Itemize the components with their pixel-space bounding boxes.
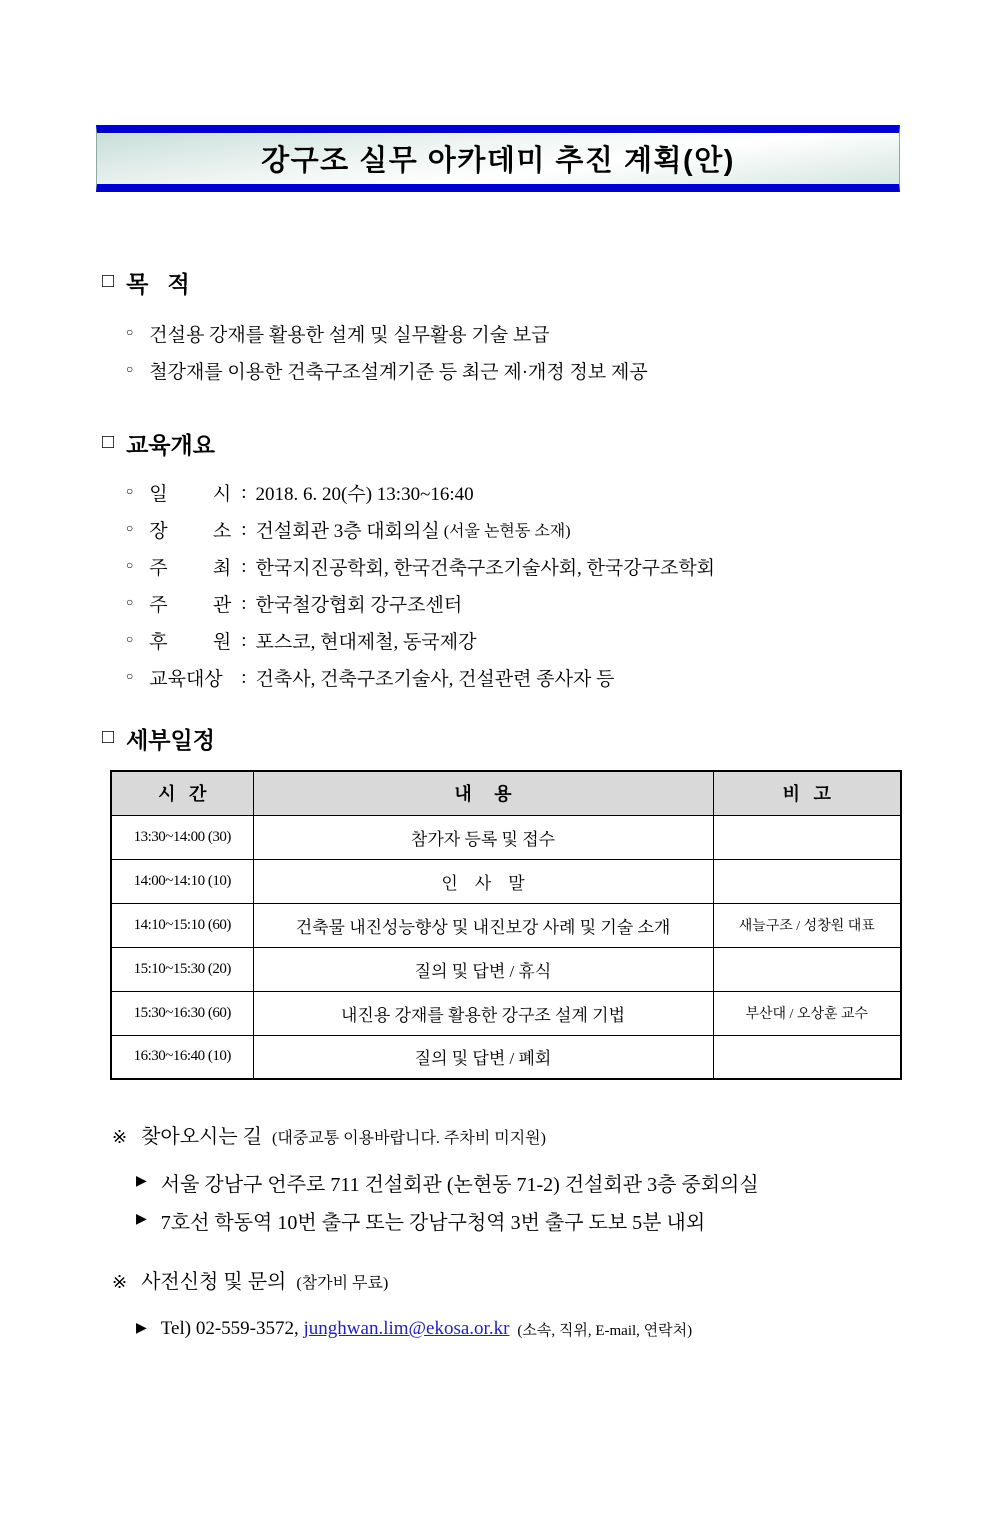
table-row — [111, 815, 901, 859]
directions-heading — [112, 1120, 992, 1149]
directions-item — [136, 1163, 992, 1201]
inquiry-heading-note: (참가비 무료) — [296, 1275, 389, 1292]
schedule-header-note: 비 고 — [713, 771, 901, 815]
schedule-note: 새늘구조 / 성창원 대표 — [713, 903, 901, 947]
circle-bullet-icon: ○ — [126, 325, 134, 339]
overview-row-host — [126, 548, 992, 585]
circle-bullet-icon: ○ — [126, 595, 134, 609]
schedule-content: 질의 및 답변 / 휴식 — [253, 947, 713, 991]
document-page — [0, 125, 992, 1528]
email-link[interactable]: junghwan.lim@ekosa.or.kr — [303, 1318, 510, 1339]
schedule-note — [713, 947, 901, 991]
circle-bullet-icon: ○ — [126, 484, 134, 498]
overview-heading — [102, 427, 992, 460]
square-bullet-icon: □ — [102, 431, 115, 453]
table-row — [111, 859, 901, 903]
directions-heading-note: (대중교통 이용바랍니다. 주차비 미지원) — [272, 1130, 546, 1147]
overview-row-audience — [126, 659, 992, 696]
colon-separator: : — [241, 592, 247, 614]
table-row — [111, 903, 901, 947]
purpose-item — [126, 352, 992, 389]
arrow-bullet-icon: ▶ — [136, 1320, 147, 1336]
overview-row-label: 교육대상 — [149, 669, 223, 690]
circle-bullet-icon: ○ — [126, 521, 134, 535]
purpose-item-text: 건설용 강재를 활용한 설계 및 실무활용 기술 보급 — [149, 325, 550, 346]
inquiry-suffix-note: (소속, 직위, E-mail, 연락처) — [517, 1322, 693, 1339]
schedule-note — [713, 859, 901, 903]
overview-row-label: 장 소 — [149, 521, 232, 542]
schedule-heading — [102, 722, 992, 755]
table-row — [111, 991, 901, 1035]
arrow-bullet-icon: ▶ — [136, 1211, 147, 1227]
directions-item-text: 7호선 학동역 10번 출구 또는 강남구청역 3번 출구 도보 5분 내외 — [160, 1211, 706, 1234]
schedule-content: 건축물 내진성능향상 및 내진보강 사례 및 기술 소개 — [253, 903, 713, 947]
purpose-heading — [102, 266, 992, 299]
document-title: 강구조 실무 아카데미 추진 계획(안) — [261, 145, 735, 177]
overview-row-value: 포스코, 현대제철, 동국제강 — [255, 632, 477, 653]
square-bullet-icon: □ — [102, 270, 115, 292]
reference-mark-icon: ※ — [112, 1272, 128, 1292]
purpose-heading-label: 목 적 — [126, 271, 190, 297]
inquiry-heading-label: 사전신청 및 문의 — [141, 1271, 287, 1293]
circle-bullet-icon: ○ — [126, 669, 134, 683]
schedule-note: 부산대 / 오상훈 교수 — [713, 991, 901, 1035]
colon-separator: : — [241, 666, 247, 688]
inquiry-contact-line — [136, 1310, 992, 1348]
schedule-header-time: 시 간 — [111, 771, 253, 815]
table-row — [111, 947, 901, 991]
overview-row-label: 주 최 — [149, 558, 232, 579]
square-bullet-icon: □ — [102, 726, 115, 748]
colon-separator: : — [241, 629, 247, 651]
schedule-time: 15:10~15:30 (20) — [111, 947, 253, 991]
overview-row-date — [126, 474, 992, 511]
colon-separator: : — [241, 555, 247, 577]
schedule-time: 14:00~14:10 (10) — [111, 859, 253, 903]
schedule-note — [713, 1035, 901, 1079]
purpose-item — [126, 315, 992, 352]
overview-row-place — [126, 511, 992, 548]
overview-heading-label: 교육개요 — [126, 432, 215, 458]
directions-item-text: 서울 강남구 언주로 711 건설회관 (논현동 71-2) 건설회관 3층 중회의실 — [160, 1173, 759, 1196]
overview-row-value: 한국지진공학회, 한국건축구조기술사회, 한국강구조학회 — [255, 558, 716, 579]
schedule-note — [713, 815, 901, 859]
schedule-time: 15:30~16:30 (60) — [111, 991, 253, 1035]
directions-item — [136, 1201, 992, 1239]
inquiry-heading — [112, 1265, 992, 1294]
overview-row-value: 2018. 6. 20(수) 13:30~16:40 — [255, 484, 474, 505]
overview-row-label: 일 시 — [149, 484, 232, 505]
colon-separator: : — [241, 481, 247, 503]
schedule-content: 참가자 등록 및 접수 — [253, 815, 713, 859]
overview-row-value: 건설회관 3층 대회의실 — [255, 521, 440, 542]
table-row — [111, 1035, 901, 1079]
schedule-time: 13:30~14:00 (30) — [111, 815, 253, 859]
schedule-heading-label: 세부일정 — [126, 727, 215, 753]
telephone-number: Tel) 02-559-3572, — [160, 1318, 304, 1339]
colon-separator: : — [241, 518, 247, 540]
schedule-content: 질의 및 답변 / 폐회 — [253, 1035, 713, 1079]
overview-row-value: 한국철강협회 강구조센터 — [255, 595, 463, 616]
schedule-header-row — [111, 771, 901, 815]
schedule-table — [110, 770, 902, 1080]
schedule-content: 인 사 말 — [253, 859, 713, 903]
arrow-bullet-icon: ▶ — [136, 1173, 147, 1189]
overview-row-label: 후 원 — [149, 632, 232, 653]
overview-row-sponsor — [126, 622, 992, 659]
schedule-time: 14:10~15:10 (60) — [111, 903, 253, 947]
circle-bullet-icon: ○ — [126, 632, 134, 646]
overview-row-value-small: (서울 논현동 소재) — [439, 523, 571, 540]
schedule-header-content: 내 용 — [253, 771, 713, 815]
reference-mark-icon: ※ — [112, 1127, 128, 1147]
purpose-item-text: 철강재를 이용한 건축구조설계기준 등 최근 제·개정 정보 제공 — [149, 362, 648, 383]
circle-bullet-icon: ○ — [126, 362, 134, 376]
overview-row-label: 주 관 — [149, 595, 232, 616]
directions-heading-label: 찾아오시는 길 — [141, 1126, 263, 1148]
overview-row-organizer — [126, 585, 992, 622]
overview-row-value: 건축사, 건축구조기술사, 건설관련 종사자 등 — [255, 669, 615, 690]
title-banner — [96, 125, 900, 192]
schedule-time: 16:30~16:40 (10) — [111, 1035, 253, 1079]
circle-bullet-icon: ○ — [126, 558, 134, 572]
schedule-content: 내진용 강재를 활용한 강구조 설계 기법 — [253, 991, 713, 1035]
